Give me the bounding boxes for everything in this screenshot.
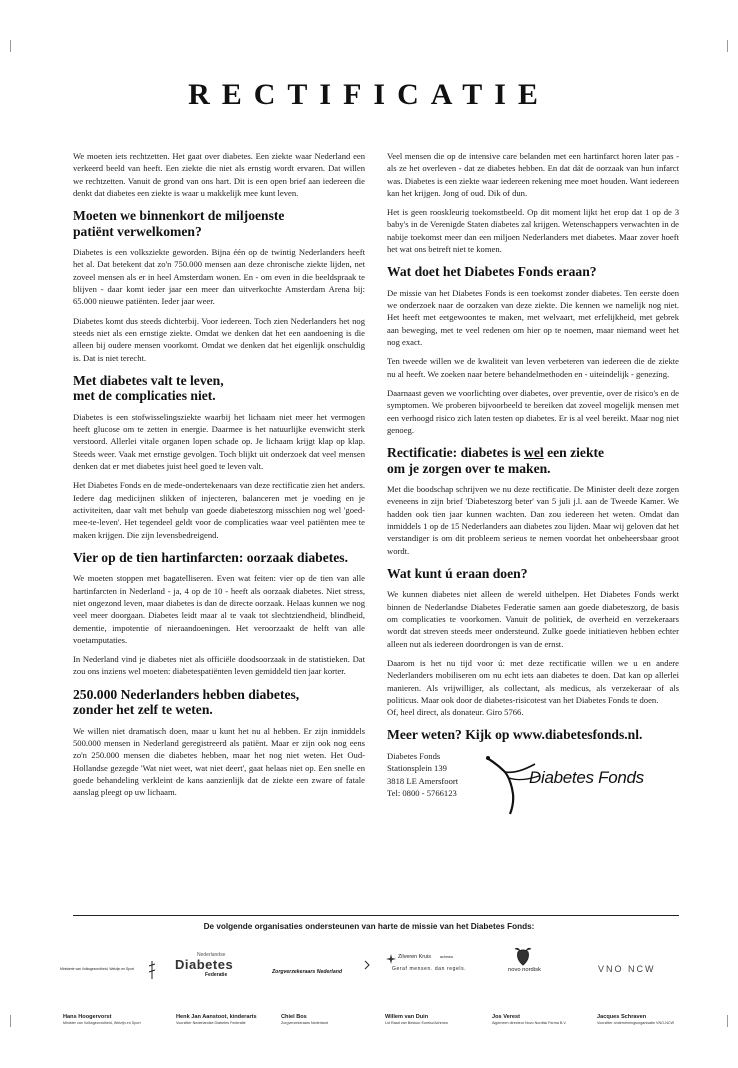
signatory-name: Hans Hoogervorst (63, 1014, 112, 1020)
body-paragraph: Het Diabetes Fonds en de mede-ondertekenaars van deze rectificatie zien het anders. Iedere dag medicijnen slikken of injecteren, balanceren met je voeding en je activiteiten, daar valt met behulp van goede diabeteszorg misschien nog wel 'goed-mee-te-leven'. Het tegendeel geldt voor de complicaties waar veel patiënten mee te maken krijgen. Die zijn levensbedreigend. (73, 480, 365, 540)
body-paragraph: Diabetes is een volksziekte geworden. Bijna één op de twintig Nederlanders heeft het al. Dat betekent dat zo'n 750.000 mensen aan deze chronische ziekte lijden, net zoveel mensen als er in heel Amsterdam wonen. En - om even in die beeldspraak te blijven - daar komt ieder jaar een meer dan uitverkochte Amsterdam Arena bij: 65.000 nieuwe patiënten. Ieder jaar weer. (73, 247, 365, 307)
signatory-role: Lid Raad van Bestuur Eureko/Achmea (385, 1021, 448, 1025)
signatory-role: Voorzitter ondernemingsorganisatie VNO-NCW (597, 1021, 675, 1025)
section-heading: Rectificatie: diabetes is wel een ziekte om je zorgen over te maken. (387, 445, 605, 476)
address-line: 3818 LE Amersfoort (387, 775, 459, 786)
signatory (63, 1014, 173, 1026)
signatory (281, 1014, 391, 1026)
zk-tagline: Geraf mensen. dan regels. (392, 966, 467, 972)
section-heading: Wat kunt ú eraan doen? (387, 565, 528, 581)
bull-icon (512, 945, 534, 967)
section-heading: 250.000 Nederlanders hebben diabetes, zonder het zelf te weten. (73, 686, 300, 718)
ndf-small-text: Nederlandse (197, 952, 226, 958)
intro-paragraph: We moeten iets rechtzetten. Het gaat over diabetes. Een ziekte waar Nederland een verkeerd beeld van heeft. Een ziekte die niet als ernstig wordt ervaren. Dat willen we rechtzetten. Vanuit de grond van ons hart. Dit is een open brief aan iedereen die denkt dat diabetes een ziekte is waar u makkelijk mee kunt leven. (73, 151, 365, 198)
signatory-role: Zorgverzekeraars Nederland (281, 1021, 328, 1025)
ndf-sub-text: Federatie (205, 972, 228, 978)
body-paragraph: Het is geen rooskleurig toekomstbeeld. Op dit moment lijkt het erop dat 1 op de 3 baby's in de Verenigde Staten diabetes zal krijgen. Wetenschappers verwachten in de nabije toekomst meer dan een miljoen Nederlanders met diabetes. Maar zover hoeft het wat ons betreft niet te komen. (387, 207, 679, 255)
body-paragraph: Of, heel direct, als donateur. Giro 5766. (387, 707, 524, 718)
address (387, 750, 458, 800)
crop-mark (727, 1015, 728, 1027)
zn-text: Zorgverzekeraars Nederland (272, 969, 343, 975)
vws-emblem-icon (148, 960, 156, 980)
vws-logo (60, 960, 160, 980)
left-column (73, 150, 365, 805)
body-paragraph: Veel mensen die op de intensive care belanden met een hartinfarct horen later pas - als ze het overleven - dat ze diabetes hebben. En dat dát de oorzaak van hun infarct was. Diabetes is een ziekte waar iedereen rekening mee moet houden. Want iedereen kan het krijgen. Jong of oud. Dik of dun. (387, 151, 679, 198)
page-title: RECTIFICATIE (188, 78, 550, 111)
signatory-role: Minister van Volksgezondheid, Welzijn en Sport (63, 1021, 141, 1025)
body-paragraph: Daarnaast geven we voorlichting over diabetes, over preventie, over de risico's en de symptomen. We proberen bijvoorbeeld te bereiken dat zoveel mogelijk mensen met een verhoogd risico zich laten testen op diabetes. Er is al veel bereikt. Maar nog niet genoeg. (387, 387, 679, 435)
zk-name: Zilveren Kruis (398, 954, 431, 960)
signatory-name: Chiel Bos (281, 1014, 307, 1020)
contact-block (387, 750, 679, 830)
zilveren-kruis-logo (386, 953, 481, 977)
section-heading: Wat doet het Diabetes Fonds eraan? (387, 264, 597, 280)
address-line: Diabetes Fonds (387, 750, 441, 761)
body-paragraph: Daarom is het nu tijd voor ú: met deze rectificatie willen we u en andere Nederlanders mobiliseren om nu echt iets aan diabetes te doen. Dat kan op allerlei manieren. Als vrijwilliger, als collectant, als medicus, als verzekeraar of als politicus. Maar ook door de diabetes-risicotest van het Diabetes Fonds te doen. (387, 657, 679, 705)
vno-ncw-logo (598, 959, 678, 973)
body-paragraph: Diabetes is een stofwisselingsziekte waarbij het lichaam niet meer het vermogen heeft glucose om te zetten in energie. Daarmee is het natuurlijke evenwicht sterk verstoord. Allerlei vitale organen lopen schade op. Je lichaam krijgt klap op klap. Steeds weer. Vaak met ernstige gevolgen. Toch blijkt uit onderzoek dat veel mensen denken dat er met diabetes juist heel goed te leven valt. (73, 411, 365, 472)
crop-mark (10, 1015, 11, 1027)
vws-text: Ministerie van Volksgezondheid, Welzijn en Sport (60, 967, 135, 971)
section-heading: Met diabetes valt te leven, met de complicaties niet. (73, 372, 224, 404)
signatory-name: Jacques Schraven (597, 1014, 647, 1020)
ndf-logo (175, 952, 245, 978)
logo-wordmark: Diabetes Fonds (529, 767, 644, 787)
zn-logo (272, 960, 372, 974)
supporters-heading: De volgende organisaties ondersteunen van harte de missie van het Diabetes Fonds: (203, 922, 535, 931)
signatory-role: Algemeen directeur Novo Nordisk Farma B.V. (492, 1021, 567, 1025)
body-paragraph: We moeten stoppen met bagatelliseren. Even wat feiten: vier op de tien van alle hartinfarcten in Nederland - ja, 4 op de 10 - heeft als oorzaak diabetes. Niet stress, niet ongezond leven, maar diabetes is dan de directe oorzaak. Helaas kunnen we nog veel meer doorgaan. Diabetes leidt maar al te vaak tot slechtziendheid, blindheid, dementie, impotentie of nieraandoeningen. Het veroorzaakt de helft van alle voetamputaties. (73, 573, 365, 645)
diabetes-fonds-logo (483, 750, 679, 816)
address-line: Stationsplein 139 (387, 763, 447, 774)
section-heading: Vier op de tien hartinfarcten: oorzaak diabetes. (73, 549, 348, 565)
star-icon (386, 954, 396, 964)
address-line: Tel: 0800 - 5766123 (387, 788, 457, 799)
body-paragraph: In Nederland vind je diabetes niet als officiële doodsoorzaak in de statistieken. Dat zou ons inziens wel moeten: diabetespatiënten leven gemiddeld tien jaar korter. (73, 654, 365, 677)
signatory (597, 1014, 707, 1026)
body-paragraph: Met die boodschap schrijven we nu deze rectificatie. De Minister deelt deze zorgen eveneens in zijn brief 'Diabeteszorg beter' van 5 juli j.l. aan de Tweede Kamer. We hadden ook tien jaar kunnen wachten. Dan zou iedereen het weten. Omdat dan inmiddels 1 op de 15 Nederlanders aan diabetes zou lijden. Maar wij geloven dat het verstandiger is om dit probleem serieus te nemen voordat het onbeheersbaar groot wordt. (387, 484, 679, 556)
body-paragraph: We kunnen diabetes niet alleen de wereld uithelpen. Het Diabetes Fonds werkt binnen de Nederlandse Diabetes Federatie samen aan goede diabeteszorg, de basis om complicaties te voorkomen. Vanuit de politiek, de overheid en verzekeraars wordt dat streven steeds meer ondersteund. Zulke goede initiatieven hebben echter alleen nut als iedereen doordrongen is van de ernst. (387, 589, 679, 649)
signatory-role: Voorzitter Nederlandse Diabetes Federatie (176, 1021, 246, 1025)
body-paragraph: Ten tweede willen we de kwaliteit van leven verbeteren van iedereen die de ziekte nu al heeft. We zoeken naar betere behandelmethoden en - uiteindelijk - genezing. (387, 356, 679, 379)
right-column (387, 150, 679, 830)
signatory (385, 1014, 495, 1026)
body-paragraph: We willen niet dramatisch doen, maar u kunt het nu al hebben. Er zijn inmiddels 500.000 mensen in Nederland geregistreerd als patiënt. Maar er zijn ook nog eens zo'n 250.000 mensen die diabetes hebben, maar het nog niet weten. Het Oud-Hollandse gezegde 'Wat niet weet, wat niet deert', gaat helaas niet op. Een snelle en goede behandeling verkleint de kans aanzienlijk dat de ziekte een zware of fatale aanslag pleegt op uw lichaam. (73, 725, 365, 798)
signatory-name: Jos Verest (492, 1014, 520, 1020)
ndf-big-text: Diabetes (175, 957, 234, 972)
signatory (492, 1014, 602, 1026)
crop-mark (727, 40, 728, 52)
section-heading: Moeten we binnenkort de miljoenste patiënt verwelkomen? (73, 208, 285, 239)
signatory (176, 1014, 286, 1026)
zk-sub: achmea (440, 955, 453, 959)
website-heading: Meer weten? Kijk op www.diabetesfonds.nl. (387, 727, 643, 743)
vno-text: VNO NCW (598, 964, 656, 974)
signatory-name: Willem van Duin (385, 1014, 429, 1020)
divider (73, 915, 679, 916)
body-paragraph: Diabetes komt dus steeds dichterbij. Voor iedereen. Toch zien Nederlanders het nog steeds niet als een ernstige ziekte. Omdat we denken dat het een aandoening is die alleen bij oudere mensen voorkomt. Omdat we denken dat het eigenlijk onschuldig is. Dat is niet terecht. (73, 315, 365, 363)
crop-mark (10, 40, 11, 52)
zn-mark-icon (364, 960, 370, 970)
nn-text: novo nordisk (508, 967, 541, 973)
signatory-name: Henk Jan Aanstoot, kinderarts (176, 1014, 257, 1020)
novo-nordisk-logo (500, 945, 550, 975)
body-paragraph: De missie van het Diabetes Fonds is een toekomst zonder diabetes. Ten eerste doen we onderzoek naar de oorzaken van deze ziekte. Die kennen we namelijk nog niet. Het heeft met eetgewoontes te maken, met welvaart, met erfelijkheid, met gebrek aan beweging, met te veel redenen om hier op te noemen, maar niemand weet het nog exact. (387, 287, 679, 348)
